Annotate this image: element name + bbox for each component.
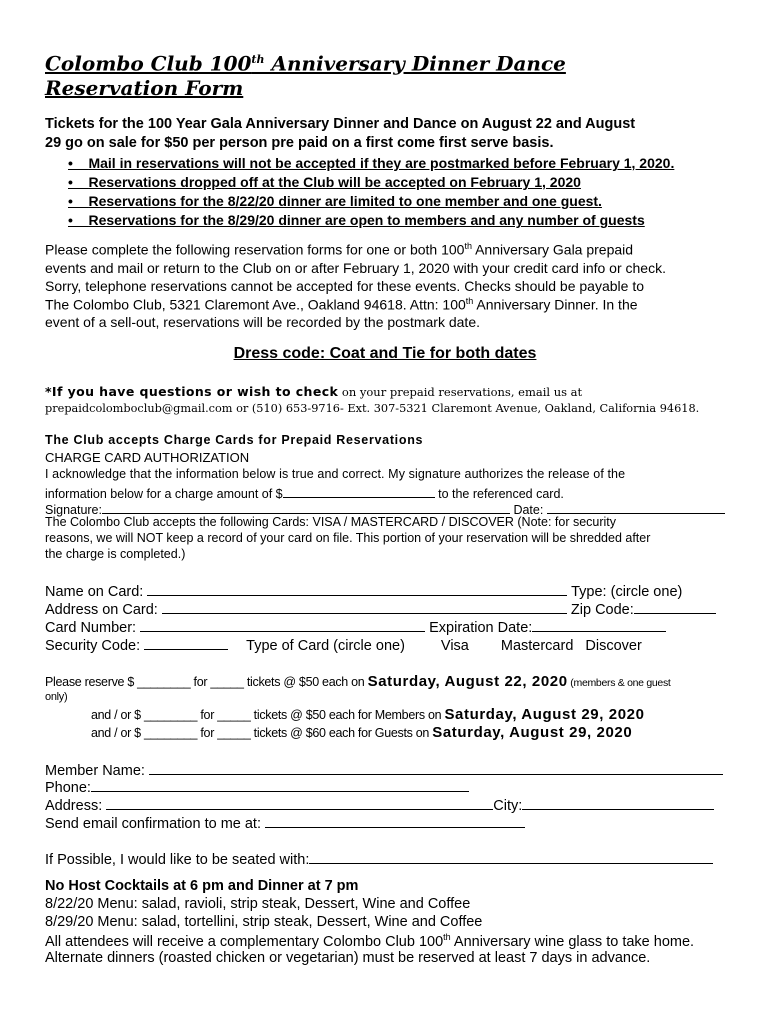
city-field[interactable] bbox=[522, 795, 714, 810]
charge-line6: the charge is completed.) bbox=[45, 547, 186, 561]
charge-line1: I acknowledge that the information below is true and correct. My signature authorizes the release of the bbox=[45, 467, 626, 481]
alternate-dinners-note: Alternate dinners (roasted chicken or vegetarian) must be reserved at least 7 days in advance. bbox=[45, 950, 651, 966]
menu-aug22: 8/22/20 Menu: salad, ravioli, strip steak, Dessert, Wine and Coffee bbox=[45, 896, 471, 912]
email-field[interactable] bbox=[265, 813, 525, 828]
bullet-item: • Reservations dropped off at the Club will be accepted on February 1, 2020 bbox=[68, 174, 581, 190]
signature-line: Signature: Date: bbox=[45, 499, 725, 517]
para-line2: events and mail or return to the Club on or after February 1, 2020 with your credit card info or check. bbox=[45, 260, 666, 276]
form-title-line1: Colombo Club 100th Anniversary Dinner Dance bbox=[45, 51, 566, 76]
form-title-line2: Reservation Form bbox=[45, 76, 244, 100]
reserve-line-aug29-members: and / or $ ________ for _____ tickets @ $50 each for Members on Saturday, August 29, 2020 bbox=[91, 706, 645, 723]
bullet-item: • Mail in reservations will not be accepted if they are postmarked before February 1, 2020. bbox=[68, 155, 675, 171]
questions-contact: prepaidcolomboclub@gmail.com or (510) 653-9716- Ext. 307-5321 Claremont Avenue, Oakland, California 94618. bbox=[45, 402, 700, 415]
intro-line1: Tickets for the 100 Year Gala Anniversary Dinner and Dance on August 22 and August bbox=[45, 116, 636, 132]
phone-field[interactable] bbox=[91, 777, 469, 792]
member-name-row: Member Name: bbox=[45, 760, 723, 779]
zip-code-field[interactable] bbox=[634, 599, 716, 614]
card-number-row: Card Number: Expiration Date: bbox=[45, 617, 666, 636]
para-line5: event of a sell-out, reservations will be recorded by the postmark date. bbox=[45, 314, 480, 330]
card-option-discover[interactable]: Discover bbox=[585, 638, 642, 654]
seated-with-row: If Possible, I would like to be seated with: bbox=[45, 849, 713, 868]
date-field[interactable] bbox=[547, 499, 725, 514]
security-code-field[interactable] bbox=[144, 635, 228, 650]
footer-heading: No Host Cocktails at 6 pm and Dinner at 7 pm bbox=[45, 878, 359, 894]
signature-field[interactable] bbox=[102, 499, 510, 514]
para-line4: The Colombo Club, 5321 Claremont Ave., Oakland 94618. Attn: 100th Anniversary Dinner. In the bbox=[45, 296, 638, 313]
reserve-line-aug29-guests: and / or $ ________ for _____ tickets @ $60 each for Guests on Saturday, August 29, 2020 bbox=[91, 724, 633, 741]
email-row: Send email confirmation to me at: bbox=[45, 813, 525, 832]
intro-line2: 29 go on sale for $50 per person pre paid on a first come first serve basis. bbox=[45, 135, 554, 151]
charge-heading: The Club accepts Charge Cards for Prepaid Reservations bbox=[45, 433, 424, 447]
menu-aug29: 8/29/20 Menu: salad, tortellini, strip steak, Dessert, Wine and Coffee bbox=[45, 914, 483, 930]
member-name-field[interactable] bbox=[149, 760, 723, 775]
charge-subheading: CHARGE CARD AUTHORIZATION bbox=[45, 450, 250, 465]
name-on-card-field[interactable] bbox=[147, 581, 567, 596]
card-option-mastercard[interactable]: Mastercard bbox=[500, 638, 574, 654]
seated-with-field[interactable] bbox=[309, 849, 713, 864]
security-code-row: Security Code: Type of Card (circle one) Visa Mastercard Discover bbox=[45, 635, 642, 654]
reserve-line-aug22: Please reserve $ ________ for _____ tickets @ $50 each on Saturday, August 22, 2020 (members & one guest bbox=[45, 673, 671, 690]
phone-row: Phone: bbox=[45, 777, 469, 796]
para-line3: Sorry, telephone reservations cannot be accepted for these events. Checks should be payable to bbox=[45, 278, 644, 294]
name-on-card-row: Name on Card: Type: (circle one) bbox=[45, 581, 682, 600]
questions-line1: *If you have questions or wish to check on your prepaid reservations, email us at bbox=[45, 384, 583, 399]
card-number-field[interactable] bbox=[140, 617, 425, 632]
address-on-card-field[interactable] bbox=[162, 599, 567, 614]
para-line1: Please complete the following reservation forms for one or both 100th Anniversary Gala prepaid bbox=[45, 241, 634, 258]
bullet-item: • Reservations for the 8/22/20 dinner are limited to one member and one guest. bbox=[68, 193, 602, 209]
charge-amount-field[interactable] bbox=[283, 483, 435, 498]
charge-line4: The Colombo Club accepts the following Cards: VISA / MASTERCARD / DISCOVER (Note: for security bbox=[45, 515, 617, 529]
reserve-line-aug22-note: only) bbox=[45, 691, 68, 703]
charge-line5: reasons, we will NOT keep a record of your card on file. This portion of your reservation will be shredded after bbox=[45, 531, 651, 545]
card-option-visa[interactable]: Visa bbox=[440, 638, 469, 654]
address-on-card-row: Address on Card: Zip Code: bbox=[45, 599, 716, 618]
wine-glass-note: All attendees will receive a complementary Colombo Club 100th Anniversary wine glass to take home. bbox=[45, 932, 695, 950]
address-field[interactable] bbox=[106, 795, 493, 810]
charge-amount-line: information below for a charge amount of $ to the referenced card. bbox=[45, 483, 564, 501]
dress-code: Dress code: Coat and Tie for both dates bbox=[233, 345, 537, 362]
bullet-item: • Reservations for the 8/29/20 dinner are open to members and any number of guests bbox=[68, 212, 645, 228]
expiration-date-field[interactable] bbox=[532, 617, 666, 632]
address-row: Address: City: bbox=[45, 795, 714, 814]
